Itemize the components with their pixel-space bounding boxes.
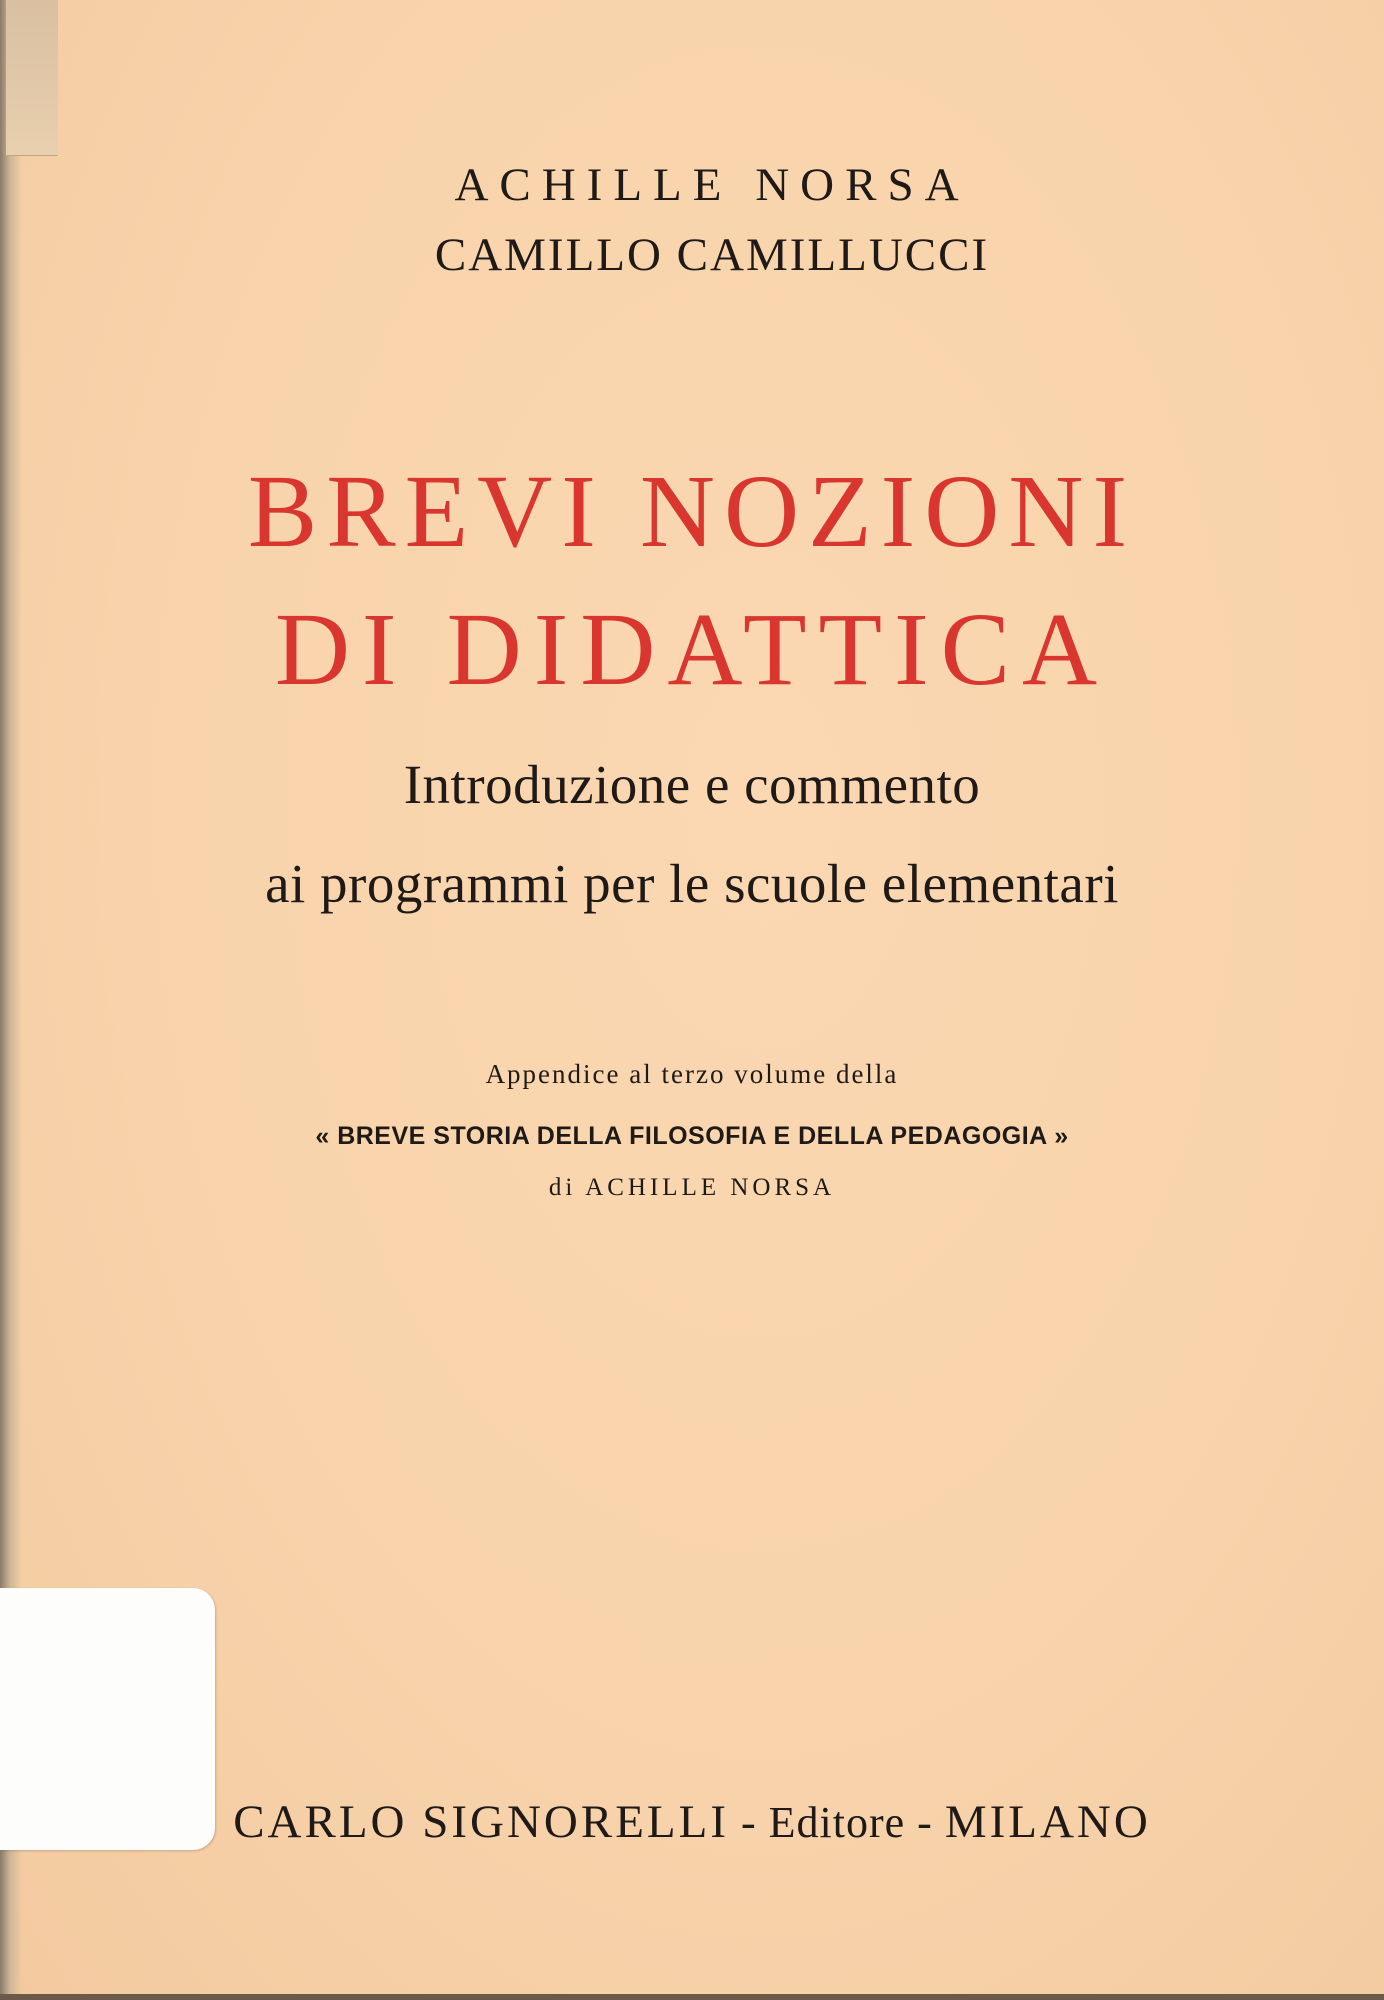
publisher-city: MILANO bbox=[944, 1796, 1151, 1848]
appendix-line-3: di ACHILLE NORSA bbox=[548, 1174, 836, 1201]
spine-tape bbox=[6, 0, 58, 156]
publisher-separator-1: - bbox=[728, 1798, 769, 1847]
subtitle-line-2: ai programmi per le scuole elementari bbox=[265, 853, 1119, 914]
publisher-role: Editore bbox=[768, 1798, 906, 1847]
author-name-1: ACHILLE NORSA bbox=[454, 159, 970, 211]
publisher-name: CARLO SIGNORELLI bbox=[233, 1796, 729, 1848]
title-line-2: DI DIDATTICA bbox=[274, 592, 1110, 707]
appendix-line-2: « BREVE STORIA DELLA FILOSOFIA E DELLA PEDAGOGIA » bbox=[315, 1122, 1069, 1150]
title-line-1: BREVI NOZIONI bbox=[247, 454, 1137, 569]
cover-bottom-edge bbox=[0, 1994, 1384, 2000]
publisher-separator-2: - bbox=[905, 1798, 945, 1847]
author-name-2: CAMILLO CAMILLUCCI bbox=[434, 229, 990, 281]
appendix-line-1: Appendice al terzo volume della bbox=[485, 1059, 899, 1089]
library-label-sticker bbox=[0, 1588, 215, 1850]
subtitle-line-1: Introduzione e commento bbox=[403, 754, 981, 815]
